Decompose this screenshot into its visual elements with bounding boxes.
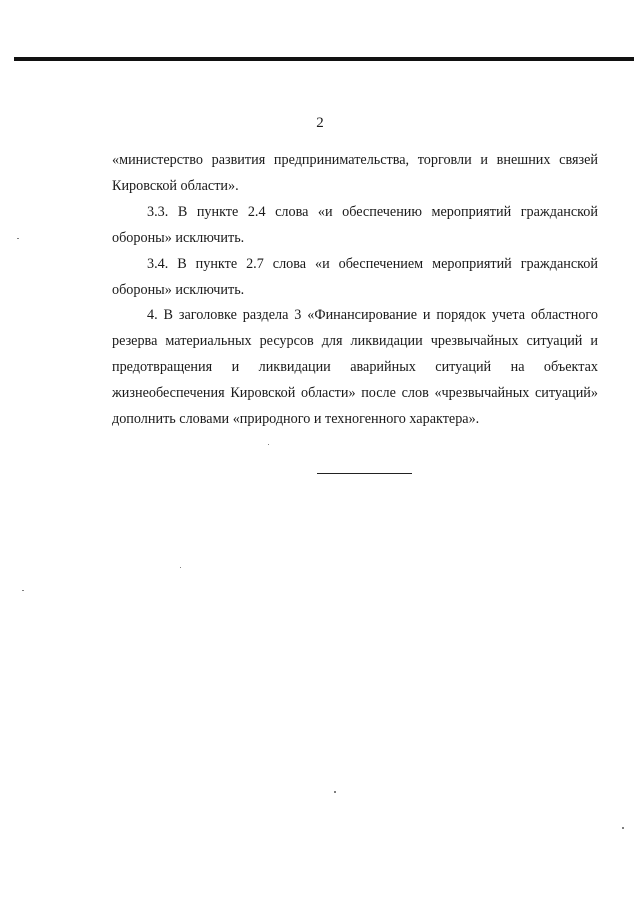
scan-speck — [622, 827, 624, 829]
scan-speck — [334, 791, 336, 793]
scan-speck — [268, 444, 269, 445]
scan-speck — [180, 567, 181, 568]
scan-speck — [17, 238, 19, 239]
paragraph-item-3-3: 3.3. В пункте 2.4 слова «и обеспечению мероприятий гражданской обороны» исключить. — [112, 203, 598, 246]
scan-top-border — [14, 57, 634, 61]
paragraph-continuation: «министерство развития предпринимательства, торговли и внешних связей Кировской области». — [112, 152, 598, 194]
paragraph-item-4: 4. В заголовке раздела 3 «Финансирование и порядок учета областного резерва материальных ресурсов для ликвидации чрезвычайных ситуаций и предотвращения и ликвидации аварийных ситуаций на объектах жизнеобеспечения Кировской области» после слов «чрезвычайных ситуаций» дополнить словами «природного и техногенного характера». — [112, 307, 598, 428]
page-number: 2 — [316, 115, 324, 131]
closing-divider-line — [317, 473, 412, 474]
paragraph-item-3-4: 3.4. В пункте 2.7 слова «и обеспечением мероприятий гражданской обороны» исключить. — [112, 255, 598, 298]
scan-speck — [22, 590, 24, 591]
document-body — [112, 148, 598, 433]
